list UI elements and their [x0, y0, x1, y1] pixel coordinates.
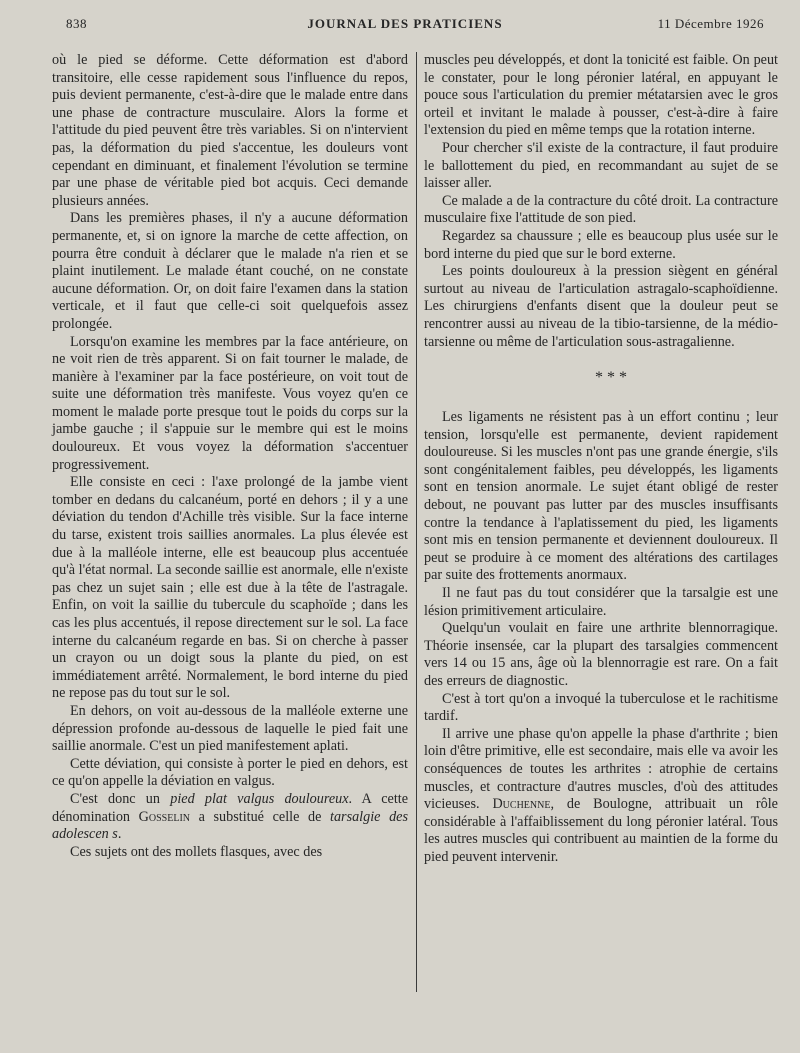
text-run: . A cette dénomination — [52, 790, 408, 825]
section-separator: * * * — [595, 369, 627, 387]
text-run: . — [117, 826, 122, 843]
italic-term: tarsalgie des adolescen s — [52, 808, 408, 843]
paragraph: Regardez sa chaussure ; elle es beaucoup plus usée sur le bord interne du pied que sur le bord externe. — [424, 227, 778, 262]
paragraph — [424, 726, 778, 867]
paragraph: En dehors, on voit au-dessous de la malléole externe une dépression profonde au-dessous de laquelle le pied fait une saillie anormale. C'est un pied manifestement aplati. — [52, 702, 408, 755]
paragraph: Dans les premières phases, il n'y a aucune déformation permanente, et, si on ignore la marche de cette affection, on pourra être conduit à déclarer que le malade n'a rien et se plaint inutilement. Le malade étant couché, on ne constate aucune déformation. Or, on doit faire l'examen dans la station verticale, et il faut que celle-ci soit quelquefois assez prolongée. — [52, 210, 408, 332]
author-name: Duchenne — [492, 796, 551, 813]
page-number: 838 — [66, 16, 87, 31]
text-run: Il arrive une phase qu'on appelle la phase d'arthrite ; bien loin d'être primitive, elle est secondaire, mais elle va avoir les conséquences de toutes les arthrites : atrophie de certains muscles, et contracture d'autres muscles, d'où des attitudes vicieuses. — [424, 725, 778, 813]
author-name: Gosselin — [138, 808, 190, 825]
paragraph: Les points douloureux à la pression siègent en général surtout au niveau de l'articulation astragalo-scaphoïdienne. Les chirurgiens d'enfants disent que la douleur peut se rencontrer aussi au niveau de la tibio-tarsienne, de la médio-tarsienne ou même de l'articulation sous-astragalienne. — [424, 263, 778, 350]
paragraph — [52, 791, 408, 844]
paragraph: Pour chercher s'il existe de la contracture, il faut produire le ballottement du pied, en recommandant au sujet de se laisser aller. — [424, 139, 778, 192]
column-divider — [416, 52, 417, 992]
paragraph: Ces sujets ont des mollets flasques, avec des — [70, 843, 323, 860]
paragraph: Les ligaments ne résistent pas à un effort continu ; leur tension, lorsqu'elle est permanente, devient rapidement douloureuse. Si les muscles n'ont pas une grande énergie, s'ils sont congénitalement faibles, peu développés, les ligaments sont en tension anormale. Le sujet étant obligé de rester debout, ne pouvant pas lutter par des muscles insuffisants contre la tendance à l'aplatissement du pied, les ligaments sont mis en tension permanente et deviennent douloureux. Il peut se produire à ce moment des altérations des cartilages par suite des frottements anormaux. — [424, 409, 778, 584]
paragraph: Cette déviation, qui consiste à porter le pied en dehors, est ce qu'on appelle la déviation en valgus. — [52, 755, 408, 790]
text-run: , de Boulogne, attribuait un rôle considérable à l'affaiblissement du long péronier latéral. Tous les autres muscles qui contribuent au maintien de la forme du pied peuvent intervenir. — [424, 796, 778, 865]
paragraph: Elle consiste en ceci : l'axe prolongé de la jambe vient tomber en dedans du calcanéum, porté en dehors ; il y a une déviation du tendon d'Achille très visible. Sur la face interne du tarse, existent trois saillies anormales. La plus élevée est due à la malléole interne, elle est beaucoup plus accentuée qu'à l'état normal. La seconde saillie est anormale, elle n'existe pas chez un sujet sain ; elle est due à la tête de l'astragale. Enfin, on voit la saillie du tubercule du scaphoïde ; dans les cas les plus accentués, il repose directement sur le sol. La face interne du calcanéum regarde en bas. Si on cherche à passer un crayon ou un doigt sous la plante du pied, on est immédiatement arrêté. Normalement, le bord interne du pied ne repose pas du tout sur le sol. — [52, 474, 408, 702]
left-column — [52, 52, 408, 861]
page-header — [40, 12, 770, 38]
paragraph: muscles peu développés, et dont la tonicité est faible. On peut le constater, pour le long péronier latéral, en appuyant le pouce sous l'articulation du premier métatarsien avec le gros orteil et invitant le malade à pousser, c'est-à-dire à faire l'extension du pied en même temps que la rotation interne. — [424, 52, 778, 139]
paragraph: Il ne faut pas du tout considérer que la tarsalgie est une lésion primitivement articulaire. — [424, 585, 778, 619]
text-run: a substitué celle de — [190, 808, 331, 825]
paragraph: Ce malade a de la contracture du côté droit. La contracture musculaire fixe l'attitude de son pied. — [424, 192, 778, 227]
issue-date: 11 Décembre 1926 — [657, 16, 764, 31]
paragraph: C'est à tort qu'on a invoqué la tuberculose et le rachitisme tardif. — [424, 690, 778, 725]
right-column — [424, 52, 778, 867]
italic-term: pied plat valgus douloureux — [170, 790, 349, 807]
paragraph: où le pied se déforme. Cette déformation est d'abord transitoire, elle cesse rapidement sous l'influence du repos, puis devient permanente, c'est-à-dire que le malade entre dans une phase de contracture musculaire. Alors la forme et l'attitude du pied peuvent être très variables. Si on n'intervient pas, la déformation du pied s'accentue, les douleurs vont cependant en diminuant, et finalement l'évolution se termine par une phase de véritable pied bot acquis. Ceci demande plusieurs années. — [52, 52, 408, 209]
paragraph: Quelqu'un voulait en faire une arthrite blennorragique. Théorie insensée, car la plupart des tarsalgies commencent vers 14 ou 15 ans, âge où la blennorragie est rare. On a fait des erreurs de diagnostic. — [424, 620, 778, 689]
text-run: C'est donc un — [70, 790, 171, 807]
journal-title: JOURNAL DES PRATICIENS — [307, 16, 503, 31]
paragraph: Lorsqu'on examine les membres par la face antérieure, on ne voit rien de très apparent. Si on fait tourner le malade, de manière à l'examiner par la face postérieure, on voit tout de suite une déformation très manifeste. Vous voyez qu'en ce moment le malade porte presque tout le poids du corps sur la jambe gauche ; il s'appuie sur le membre qui est le moins douloureux. Et vous voyez la déformation s'accentuer progressivement. — [52, 333, 408, 473]
